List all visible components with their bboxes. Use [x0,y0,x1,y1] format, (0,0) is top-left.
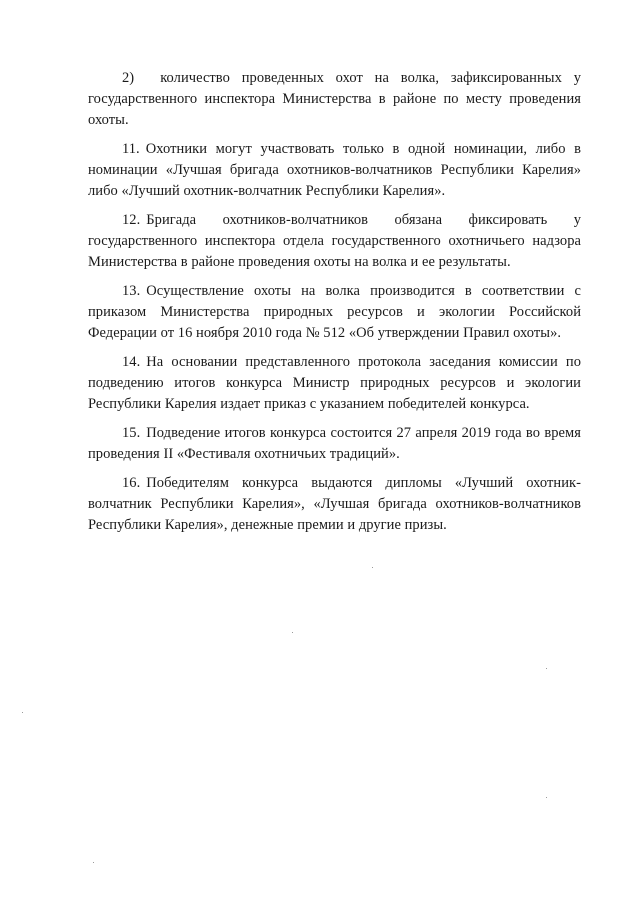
scan-speck [93,862,94,863]
clause-13 [88,281,581,344]
scan-speck [546,668,547,669]
item-number: 2) [122,70,135,86]
clause-number: 14. [122,354,141,370]
scan-speck [292,632,293,633]
list-item-2 [88,68,581,131]
clause-text: Осуществление охоты на волка производится в соответствии с приказом Министерства природных ресурсов и экологии Российской Федерации от 16 ноября 2010 года № 512 «Об утверждении Правил охоты». [88,283,581,341]
clause-15 [88,423,581,465]
clause-text: Охотники могут участвовать только в одной номинации, либо в номинации «Лучшая бригада охотников-волчатников Республики Карелия» либо «Лучший охотник-волчатник Республики Карелия». [88,141,581,199]
clause-number: 12. [122,212,141,228]
item-text: количество проведенных охот на волка, зафиксированных у государственного инспектора Министерства в районе по месту проведения охоты. [88,70,581,128]
scan-speck [22,712,23,713]
clause-text: Победителям конкурса выдаются дипломы «Лучший охотник-волчатник Республики Карелия», «Лучшая бригада охотников-волчатников Республики Карелия», денежные премии и другие призы. [88,475,581,533]
document-body [88,68,581,544]
scan-speck [546,797,547,798]
clause-number: 11. [122,141,140,157]
clause-number: 13. [122,283,141,299]
clause-16 [88,473,581,536]
clause-text: На основании представленного протокола заседания комиссии по подведению итогов конкурса Министр природных ресурсов и экологии Республики Карелия издает приказ с указанием победителей конкурса. [88,354,581,412]
clause-11 [88,139,581,202]
clause-text: Бригада охотников-волчатников обязана фиксировать у государственного инспектора отдела государственного охотничьего надзора Министерства в районе проведения охоты на волка и ее результаты. [88,212,581,270]
clause-12 [88,210,581,273]
scan-speck [372,567,373,568]
clause-number: 16. [122,475,141,491]
clause-14 [88,352,581,415]
clause-number: 15. [122,425,141,441]
clause-text: Подведение итогов конкурса состоится 27 апреля 2019 года во время проведения II «Фестиваля охотничьих традиций». [88,425,581,462]
